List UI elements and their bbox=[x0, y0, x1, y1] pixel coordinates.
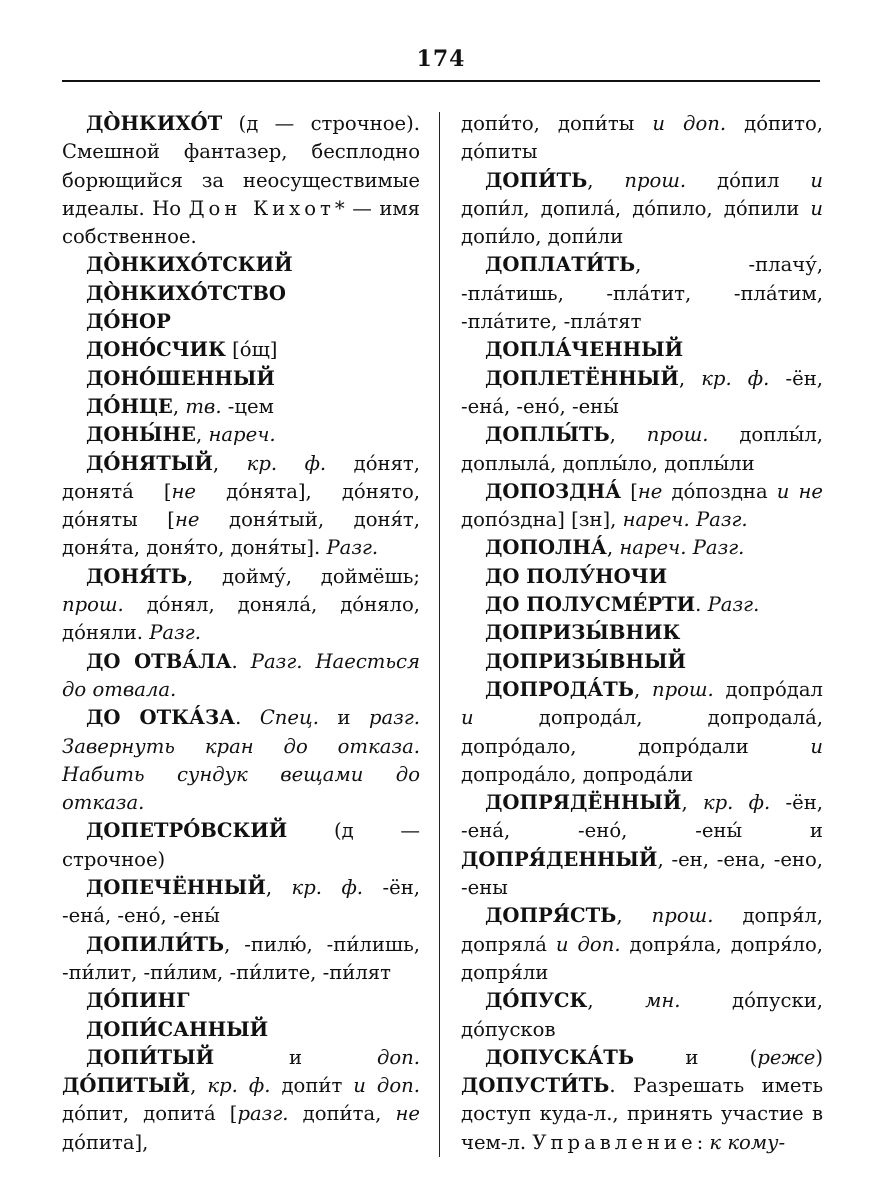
headword: ДОНО́СЧИК bbox=[86, 338, 226, 362]
dictionary-entry bbox=[62, 280, 420, 308]
italic-note: доп. bbox=[376, 1045, 420, 1069]
left-column bbox=[62, 110, 420, 1157]
entry-text: , bbox=[212, 451, 247, 475]
headword: ДОПРИЗЫ́ВНИК bbox=[485, 621, 681, 645]
page-number: 174 bbox=[416, 46, 466, 72]
headword: ДОПЛАТИ́ТЬ bbox=[485, 253, 636, 277]
italic-note: к кому- bbox=[709, 1130, 786, 1154]
headword: ДО́ПИТЫЙ bbox=[62, 1074, 191, 1098]
entry-text: , bbox=[616, 904, 652, 928]
headword: ДО ПОЛУСМЕ́РТИ bbox=[485, 593, 696, 617]
italic-note: и доп. bbox=[555, 932, 621, 956]
entry-text: -ён, -ена́, -ено́, -ены́ bbox=[62, 876, 420, 928]
dictionary-entry bbox=[461, 563, 823, 591]
headword: ДО́НЦЕ bbox=[86, 394, 173, 418]
italic-note: кр. ф. bbox=[246, 451, 327, 475]
spaced-text: Дон Кихот bbox=[188, 196, 335, 220]
italic-note: кр. ф. bbox=[701, 366, 770, 390]
dictionary-entry bbox=[62, 450, 420, 563]
italic-note: прош. bbox=[646, 423, 709, 447]
entry-text: , -плачу́, -пла́тишь, -пла́тит, -пла́тим, -пла́тите, -пла́тят bbox=[461, 253, 823, 334]
entry-text: до́нята], до́нято, до́няты [ bbox=[62, 479, 420, 532]
entry-text: (д — строчное) bbox=[62, 819, 420, 871]
dictionary-entry bbox=[62, 336, 420, 364]
entry-text: , bbox=[678, 366, 702, 390]
headword: ДОПЕТРО́ВСКИЙ bbox=[86, 819, 288, 843]
entry-text: (д — строчное). Смешной фантазер, бесплодно борющийся за неосуществимые идеалы. Но bbox=[62, 112, 420, 220]
entry-text: . Разрешать иметь доступ куда-л., принять участие в чем-л. bbox=[461, 1074, 823, 1154]
italic-note: кр. ф. bbox=[702, 791, 771, 815]
dictionary-entry bbox=[461, 1044, 823, 1157]
italic-note: не bbox=[637, 479, 663, 503]
italic-note: и не bbox=[776, 479, 824, 503]
entry-text: -ён, -ена́, -ено́, -ены́ и bbox=[461, 791, 823, 843]
headword: ДО̀НКИХО́ТСКИЙ bbox=[86, 253, 293, 277]
entry-text: , -ен, -ена, -ено, -ены bbox=[461, 847, 823, 900]
headword: ДОПУСКА́ТЬ bbox=[485, 1045, 635, 1069]
entry-text: , дойму́, доймёшь; bbox=[187, 564, 420, 588]
dictionary-entry bbox=[461, 619, 823, 647]
dictionary-entry bbox=[62, 365, 420, 393]
entry-text: допря́л, допряла́ bbox=[461, 904, 823, 956]
entry-text: до́пуски, до́пусков bbox=[461, 989, 823, 1041]
entry-text: до́пито, до́питы bbox=[461, 112, 823, 164]
headword: ДО̀НКИХО́Т bbox=[86, 112, 223, 135]
dictionary-entry bbox=[461, 789, 823, 902]
dictionary-entry bbox=[62, 563, 420, 648]
headword: ДОНО́ШЕННЫЙ bbox=[86, 366, 275, 390]
italic-note: кр. ф. bbox=[207, 1074, 271, 1098]
entry-text: . bbox=[695, 593, 708, 617]
entry-text: допрода́л, допродала́, допро́дало, допро́дали bbox=[461, 706, 823, 758]
entry-text: , bbox=[633, 677, 652, 701]
italic-note: Разг. bbox=[326, 536, 379, 560]
column-divider bbox=[439, 112, 440, 1157]
entry-text: : bbox=[696, 1130, 710, 1154]
dictionary-entry bbox=[461, 648, 823, 676]
dictionary-entry bbox=[461, 251, 823, 336]
headword: ДОПЛЫ́ТЬ bbox=[485, 423, 610, 447]
entry-text: , bbox=[190, 1074, 208, 1098]
entry-text: . bbox=[235, 706, 260, 730]
italic-note: Разг. Наесться до отвала. bbox=[62, 649, 420, 701]
entry-text: до́пита], bbox=[62, 1130, 149, 1154]
dictionary-entry bbox=[62, 1044, 420, 1157]
headword: ДОПОЛНА́ bbox=[485, 536, 607, 560]
dictionary-entry bbox=[62, 110, 420, 251]
dictionary-entry bbox=[461, 534, 823, 562]
dictionary-entry bbox=[461, 336, 823, 364]
italic-note: не bbox=[171, 479, 197, 503]
entry-text: и ( bbox=[634, 1045, 758, 1069]
italic-note: кр. ф. bbox=[291, 876, 364, 900]
headword: ДОПРОДА́ТЬ bbox=[485, 677, 634, 701]
entry-text: * — имя собственное. bbox=[62, 196, 420, 249]
dictionary-entry bbox=[62, 1016, 420, 1044]
dictionary-entry bbox=[62, 931, 420, 988]
dictionary-entry bbox=[62, 308, 420, 336]
headword: ДОПЛА́ЧЕННЫЙ bbox=[485, 338, 684, 362]
headword: ДО̀НКИХО́ТСТВО bbox=[86, 281, 286, 305]
headword: ДОПИ́САННЫЙ bbox=[86, 1017, 269, 1041]
entry-text: допи́л, допила́, до́пило, до́пили bbox=[461, 196, 811, 220]
headword: ДОПУСТИ́ТЬ bbox=[461, 1074, 610, 1098]
entry-text: , bbox=[196, 423, 209, 447]
entry-text: до́пит, допита́ [ bbox=[62, 1102, 238, 1126]
entry-text: допрода́ло, допрода́ли bbox=[461, 762, 694, 786]
headword: ДО́ПИНГ bbox=[86, 989, 190, 1013]
right-column bbox=[461, 110, 823, 1157]
entry-text: и bbox=[214, 1045, 377, 1069]
italic-note: и bbox=[810, 196, 823, 220]
entry-text: , bbox=[609, 423, 647, 447]
entry-text: -цем bbox=[221, 394, 274, 418]
italic-note: Спец. bbox=[259, 706, 319, 730]
italic-note: нареч. Разг. bbox=[619, 536, 745, 560]
entry-text: , bbox=[265, 876, 292, 900]
entry-text: допи́т bbox=[270, 1074, 354, 1098]
italic-note: и доп. bbox=[652, 112, 727, 135]
entry-text: допи́та, bbox=[288, 1102, 396, 1126]
italic-note: и bbox=[810, 734, 823, 758]
dictionary-entry bbox=[62, 704, 420, 817]
italic-note: и bbox=[461, 706, 474, 730]
headword: ДОНЯ́ТЬ bbox=[86, 564, 188, 588]
headword: ДО́ПУСК bbox=[485, 989, 588, 1013]
entry-text: [о́щ] bbox=[225, 338, 278, 362]
entry-text: -ён, -ена́, -ено́, -ены́ bbox=[461, 366, 823, 418]
italic-note: нареч. Разг. bbox=[622, 508, 748, 532]
dictionary-entry bbox=[62, 874, 420, 931]
headword: ДОНЫ́НЕ bbox=[86, 423, 196, 447]
entry-text: , bbox=[172, 394, 186, 418]
dictionary-entry bbox=[62, 421, 420, 449]
dictionary-entry bbox=[461, 421, 823, 478]
entry-text: , bbox=[587, 989, 646, 1013]
dictionary-entry bbox=[62, 817, 420, 874]
italic-note: Разг. bbox=[149, 621, 201, 645]
entry-text: доплы́л, доплыла́, доплы́ло, доплы́ли bbox=[461, 423, 823, 475]
entry-text: , bbox=[606, 536, 620, 560]
entry-text: , bbox=[681, 791, 703, 815]
headword: ДОПЛЕТЁННЫЙ bbox=[485, 366, 679, 390]
entry-text: до́поздна bbox=[662, 479, 777, 503]
entry-text: [ bbox=[621, 479, 638, 503]
headword: ДОПРИЗЫ́ВНЫЙ bbox=[485, 649, 687, 673]
headword: ДОПИ́ТЫЙ bbox=[86, 1045, 215, 1069]
entry-text: допро́дал bbox=[713, 677, 823, 701]
spaced-text: Управление bbox=[532, 1130, 697, 1154]
dictionary-entry bbox=[62, 648, 420, 705]
headword: ДОПРЯ́ДЕННЫЙ bbox=[461, 847, 658, 871]
entry-text: , bbox=[587, 168, 625, 192]
italic-note: мн. bbox=[645, 989, 681, 1013]
dictionary-entry bbox=[461, 676, 823, 789]
italic-note: Разг. bbox=[707, 593, 760, 617]
dictionary-entry bbox=[461, 902, 823, 987]
entry-text: . bbox=[231, 649, 251, 673]
entry-text: до́нял, доняла́, до́няло, до́няли. bbox=[62, 593, 420, 645]
entry-text: ) bbox=[815, 1045, 823, 1069]
entry-text: до́пил bbox=[686, 168, 811, 192]
entry-text: , -пилю́, -пи́лишь, -пи́лит, -пи́лим, -пи́лите, -пи́лят bbox=[62, 932, 420, 984]
entry-text: допря́ла, допря́ло, допря́ли bbox=[461, 932, 823, 984]
italic-note: прош. bbox=[651, 677, 714, 701]
italic-note: разг. bbox=[237, 1102, 289, 1126]
headword: ДО ОТКА́ЗА bbox=[86, 706, 236, 730]
headword: ДО ПОЛУ́НОЧИ bbox=[485, 564, 668, 588]
entry-text: допи́то, допи́ты bbox=[461, 112, 653, 135]
entry-text: и bbox=[318, 706, 369, 730]
italic-note: реже bbox=[757, 1045, 816, 1069]
dictionary-entry bbox=[461, 110, 823, 167]
headword: ДОПИ́ТЬ bbox=[485, 168, 588, 192]
entry-text: допи́ло, допи́ли bbox=[461, 225, 624, 249]
dictionary-entry bbox=[461, 987, 823, 1044]
italic-note: прош. bbox=[624, 168, 687, 192]
headword: ДОПЕЧЁННЫЙ bbox=[86, 876, 266, 900]
headword: ДО́НЯТЫЙ bbox=[86, 451, 213, 475]
dictionary-entry bbox=[461, 365, 823, 422]
dictionary-entry bbox=[62, 987, 420, 1015]
italic-note: прош. bbox=[651, 904, 714, 928]
entry-text: до́нят, донята́ [ bbox=[62, 451, 421, 503]
italic-note: не bbox=[174, 508, 200, 532]
italic-note: прош. bbox=[62, 593, 124, 617]
entry-text: доня́тый, доня́т, доня́та, доня́то, доня́ты]. bbox=[62, 508, 420, 560]
italic-note: нареч. bbox=[208, 423, 276, 447]
entry-text: допо́здна] [зн], bbox=[461, 508, 623, 532]
headword: ДОПОЗДНА́ bbox=[485, 479, 622, 503]
headword: ДОПИЛИ́ТЬ bbox=[86, 932, 225, 956]
headword: ДО́НОР bbox=[86, 310, 171, 334]
header-rule bbox=[62, 80, 820, 82]
italic-note: не bbox=[395, 1102, 420, 1126]
dictionary-entry bbox=[461, 478, 823, 535]
italic-note: тв. bbox=[185, 394, 222, 418]
italic-note: и bbox=[810, 168, 823, 192]
italic-note: разг. Завернуть кран до отказа. Набить сундук вещами до отказа. bbox=[62, 706, 420, 815]
headword: ДОПРЯДЁННЫЙ bbox=[485, 791, 682, 815]
dictionary-entry bbox=[461, 167, 823, 252]
italic-note: и доп. bbox=[353, 1074, 420, 1098]
dictionary-entry bbox=[461, 591, 823, 619]
dictionary-entry bbox=[62, 251, 420, 279]
headword: ДО ОТВА́ЛА bbox=[86, 649, 232, 673]
dictionary-entry bbox=[62, 393, 420, 421]
headword: ДОПРЯ́СТЬ bbox=[485, 904, 617, 928]
